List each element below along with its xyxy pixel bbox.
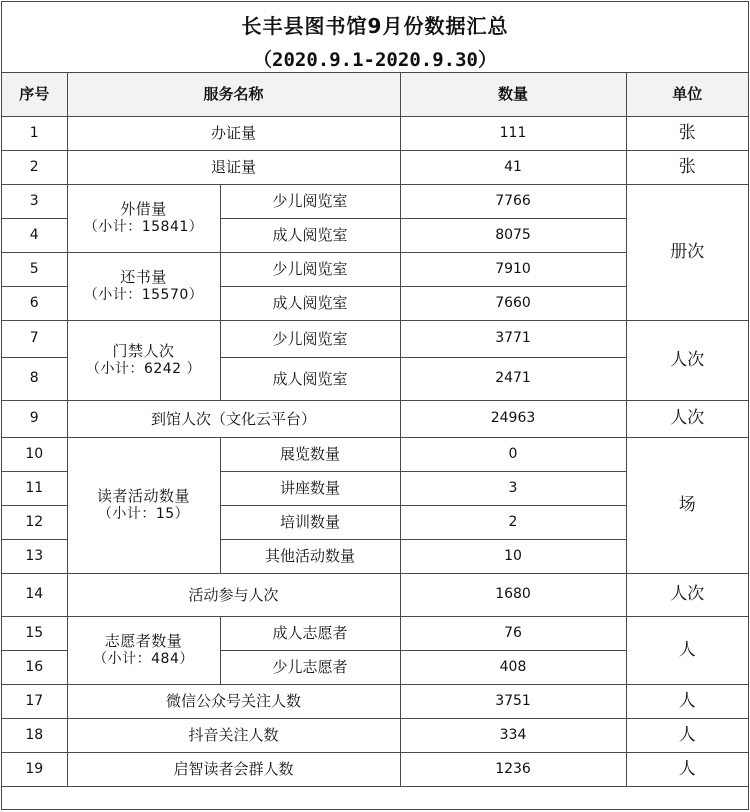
row-qty: 3751 xyxy=(400,685,626,719)
group-activity-subtotal: （小计：15） xyxy=(97,506,190,523)
row-seq: 10 xyxy=(2,438,67,472)
row-service: 办证量 xyxy=(67,117,400,151)
group-volunteer-subtotal: （小计：484） xyxy=(93,651,194,668)
report-date-range: （2020.9.1-2020.9.30） xyxy=(253,49,497,71)
table-row xyxy=(2,438,748,472)
header-service: 服务名称 xyxy=(67,73,400,117)
row-qty: 7660 xyxy=(400,287,626,321)
row-seq: 1 xyxy=(2,117,67,151)
row-sub-service: 讲座数量 xyxy=(220,472,400,506)
header-qty: 数量 xyxy=(400,73,626,117)
row-service: 微信公众号关注人数 xyxy=(67,685,400,719)
row-sub-service: 成人阅览室 xyxy=(220,287,400,321)
row-seq: 5 xyxy=(2,253,67,287)
row-seq: 9 xyxy=(2,401,67,438)
header-seq: 序号 xyxy=(2,73,67,117)
row-sub-service: 少儿志愿者 xyxy=(220,651,400,685)
table-header-row xyxy=(2,73,748,117)
row-sub-service: 成人阅览室 xyxy=(220,219,400,253)
group-borrow-label: 外借量 xyxy=(120,200,167,219)
row-seq: 3 xyxy=(2,185,67,219)
row-qty: 2 xyxy=(400,506,626,540)
report-document xyxy=(1,1,749,810)
row-unit: 张 xyxy=(626,117,748,151)
row-service: 活动参与人次 xyxy=(67,574,400,617)
row-unit: 册次 xyxy=(626,185,748,321)
row-seq: 16 xyxy=(2,651,67,685)
header-unit: 单位 xyxy=(626,73,748,117)
row-sub-service: 展览数量 xyxy=(220,438,400,472)
row-service: 到馆人次（文化云平台） xyxy=(67,401,400,438)
row-seq: 17 xyxy=(2,685,67,719)
row-qty: 0 xyxy=(400,438,626,472)
row-seq: 7 xyxy=(2,321,67,358)
row-qty: 7766 xyxy=(400,185,626,219)
table-row xyxy=(2,719,748,753)
row-qty: 2471 xyxy=(400,358,626,401)
group-gate-subtotal: （小计：6242 ） xyxy=(85,361,202,378)
row-sub-service: 成人志愿者 xyxy=(220,617,400,651)
row-unit: 人 xyxy=(626,753,748,787)
row-unit: 人次 xyxy=(626,321,748,401)
group-volunteer-label: 志愿者数量 xyxy=(104,632,183,651)
row-unit: 人 xyxy=(626,685,748,719)
row-seq: 14 xyxy=(2,574,67,617)
table-row xyxy=(2,753,748,787)
row-seq: 8 xyxy=(2,358,67,401)
row-sub-service: 少儿阅览室 xyxy=(220,253,400,287)
table-row xyxy=(2,321,748,358)
row-qty: 41 xyxy=(400,151,626,185)
statistics-table xyxy=(2,73,748,787)
group-borrow-subtotal: （小计：15841） xyxy=(83,219,204,236)
row-unit: 张 xyxy=(626,151,748,185)
table-row xyxy=(2,151,748,185)
row-unit: 人 xyxy=(626,617,748,685)
row-service: 退证量 xyxy=(67,151,400,185)
row-qty: 7910 xyxy=(400,253,626,287)
group-volunteer xyxy=(67,617,220,685)
row-qty: 8075 xyxy=(400,219,626,253)
row-unit: 人 xyxy=(626,719,748,753)
row-sub-service: 少儿阅览室 xyxy=(220,185,400,219)
title-area xyxy=(2,2,748,73)
group-return-label: 还书量 xyxy=(120,268,167,287)
group-borrow xyxy=(67,185,220,253)
row-sub-service: 其他活动数量 xyxy=(220,540,400,574)
table-row xyxy=(2,117,748,151)
row-qty: 111 xyxy=(400,117,626,151)
group-return-subtotal: （小计：15570） xyxy=(83,287,204,304)
row-qty: 1236 xyxy=(400,753,626,787)
row-qty: 334 xyxy=(400,719,626,753)
row-qty: 408 xyxy=(400,651,626,685)
group-gate xyxy=(67,321,220,401)
table-row xyxy=(2,185,748,219)
group-return xyxy=(67,253,220,321)
row-qty: 24963 xyxy=(400,401,626,438)
row-seq: 12 xyxy=(2,506,67,540)
row-seq: 18 xyxy=(2,719,67,753)
row-qty: 10 xyxy=(400,540,626,574)
row-qty: 3771 xyxy=(400,321,626,358)
row-service: 启智读者会群人数 xyxy=(67,753,400,787)
group-gate-label: 门禁人次 xyxy=(112,342,175,361)
row-unit: 场 xyxy=(626,438,748,574)
table-row xyxy=(2,401,748,438)
table-row xyxy=(2,574,748,617)
row-seq: 19 xyxy=(2,753,67,787)
group-activity-label: 读者活动数量 xyxy=(96,487,190,506)
row-seq: 2 xyxy=(2,151,67,185)
row-qty: 1680 xyxy=(400,574,626,617)
row-qty: 76 xyxy=(400,617,626,651)
row-seq: 11 xyxy=(2,472,67,506)
row-sub-service: 少儿阅览室 xyxy=(220,321,400,358)
row-unit: 人次 xyxy=(626,574,748,617)
row-seq: 4 xyxy=(2,219,67,253)
table-row xyxy=(2,617,748,651)
row-seq: 13 xyxy=(2,540,67,574)
row-seq: 6 xyxy=(2,287,67,321)
table-row xyxy=(2,685,748,719)
row-qty: 3 xyxy=(400,472,626,506)
report-title: 长丰县图书馆9月份数据汇总 xyxy=(241,14,509,38)
row-sub-service: 成人阅览室 xyxy=(220,358,400,401)
group-activity xyxy=(67,438,220,574)
row-service: 抖音关注人数 xyxy=(67,719,400,753)
row-unit: 人次 xyxy=(626,401,748,438)
row-sub-service: 培训数量 xyxy=(220,506,400,540)
row-seq: 15 xyxy=(2,617,67,651)
